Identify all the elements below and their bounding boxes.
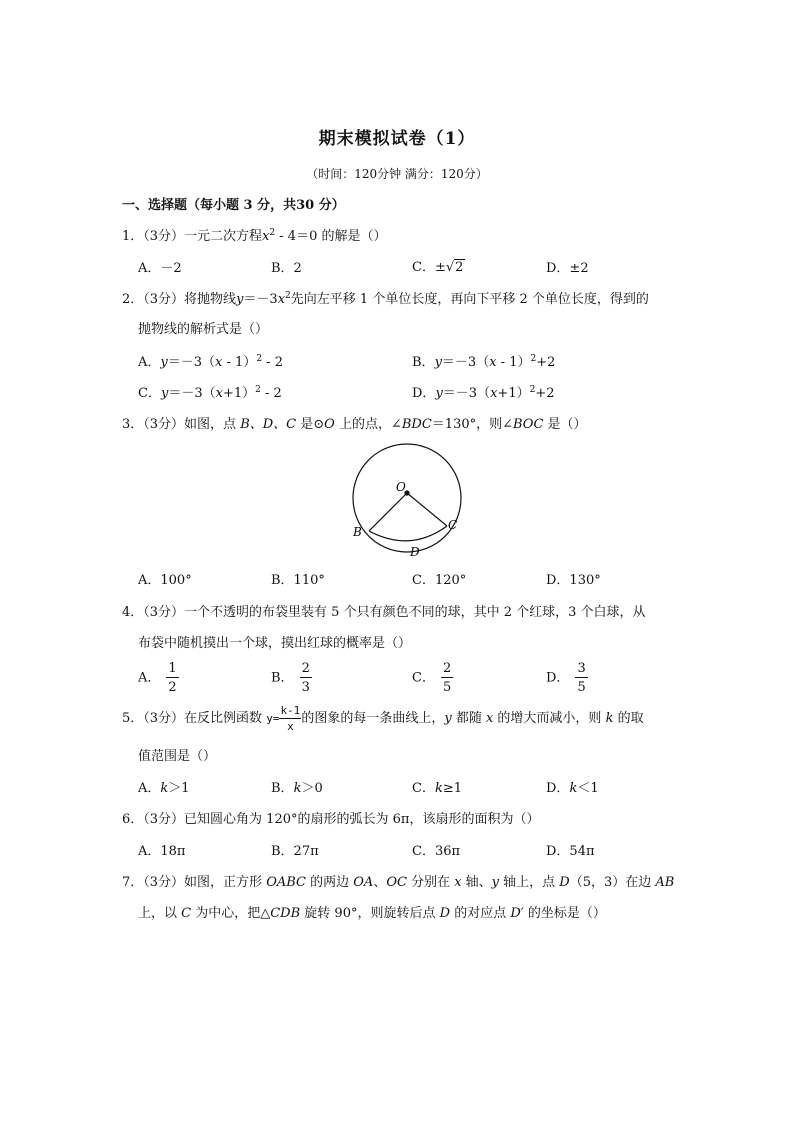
denominator: 5 <box>577 680 586 695</box>
option-label: B． <box>271 670 294 686</box>
option-d <box>412 387 555 400</box>
arc-bdc <box>369 526 447 541</box>
question-number: 6．（3分） <box>122 812 185 827</box>
q-text: 分别在 <box>406 875 455 890</box>
q-var: CDB <box>270 906 301 921</box>
denominator: x <box>287 720 294 733</box>
option-a <box>138 662 179 694</box>
q-var: D′ <box>510 906 524 921</box>
exam-subtitle: （时间：120分钟 满分：120分） <box>306 167 488 181</box>
q-text: 的坐标是（） <box>523 906 606 921</box>
label-c: C <box>448 518 458 532</box>
q-var: D <box>439 906 451 921</box>
q-var: y <box>160 355 168 370</box>
q-text: 如图，点 <box>184 417 241 432</box>
option-c: C．36π <box>412 844 461 859</box>
q-text: 轴、 <box>461 875 492 890</box>
q-text: 的两边 <box>305 875 354 890</box>
option-a: A．18π <box>138 844 186 859</box>
q-exp: 2 <box>256 354 263 364</box>
function-fraction <box>279 705 301 732</box>
q-var: k <box>605 711 614 726</box>
numerator: 3 <box>577 661 586 676</box>
question-number: 5．（3分） <box>122 711 185 726</box>
q-var: x <box>489 355 497 370</box>
question-4-stem-line2: 布袋中随机摸出一个球，摸出红球的概率是（） <box>138 636 412 651</box>
q-text: ＝－3 <box>243 292 278 307</box>
q-var: B、D、C <box>240 417 297 432</box>
q-text: 的取 <box>613 711 644 726</box>
q-var: C <box>181 906 192 921</box>
numerator: 2 <box>442 661 452 676</box>
option-label: B． <box>412 355 435 370</box>
q-exp: 2 <box>269 228 276 238</box>
q-text: 是（） <box>543 417 587 432</box>
q-text: +1） <box>497 386 530 401</box>
q-text: 上，以 <box>138 906 182 921</box>
q-var: x <box>490 386 498 401</box>
q-text: 先向左平移 1 个单位长度，再向下平移 2 个单位长度，得到的 <box>290 292 649 307</box>
q-text: +1） <box>222 386 256 401</box>
q-text: - 2 <box>262 355 283 370</box>
q-var: OABC <box>266 875 306 890</box>
question-3-stem <box>122 418 587 431</box>
q-exp: 2 <box>255 385 261 395</box>
option-c: C．120° <box>412 573 467 588</box>
q-var: OA <box>353 875 374 890</box>
q-text: 的对应点 <box>450 906 511 921</box>
q-text: +2 <box>535 386 555 401</box>
function-lhs: y= <box>266 712 280 725</box>
question-2-stem <box>122 293 649 306</box>
page-title: 期末模拟试卷（1） <box>318 129 476 149</box>
option-label: A． <box>138 670 161 686</box>
option-d <box>546 662 588 694</box>
q-text: 上的点，∠ <box>334 417 402 432</box>
question-7-stem <box>122 876 674 889</box>
option-value: ＞1 <box>168 781 190 796</box>
q-var: y <box>434 355 442 370</box>
q-text: 将抛物线 <box>184 292 237 307</box>
q-var: x <box>262 229 270 244</box>
q-var: k <box>160 781 169 796</box>
q-var: y <box>160 386 169 401</box>
label-o: O <box>396 480 406 494</box>
option-c <box>138 387 282 400</box>
q-text: 的图象的每一条曲线上， <box>301 711 445 726</box>
circle-diagram <box>340 440 470 565</box>
option-a: A．100° <box>138 573 192 588</box>
q-text: 已知圆心角为 120°的扇形的弧长为 6π，该扇形的面积为（） <box>184 812 540 827</box>
fraction <box>441 662 453 694</box>
q-var: x <box>485 711 494 726</box>
q-var: y <box>236 292 244 307</box>
fraction <box>166 662 178 694</box>
option-b: B．110° <box>271 573 325 588</box>
q-var: x <box>454 875 462 890</box>
q-text: ＝130°，则∠ <box>431 417 514 432</box>
numerator: 1 <box>168 661 177 676</box>
question-2-stem-line2: 抛物线的解析式是（） <box>138 322 269 337</box>
q-var: BOC <box>513 417 544 432</box>
option-value: ≥1 <box>442 781 463 796</box>
q-var: k <box>434 781 443 796</box>
q-text: 轴上，点 <box>499 875 560 890</box>
fraction <box>300 662 312 694</box>
q-exp: 2 <box>285 291 291 301</box>
option-b: B．k＞0 <box>271 781 323 796</box>
question-number: 3．（3分） <box>122 417 185 432</box>
q-text: ＝－3（ <box>167 355 216 370</box>
question-number: 7．（3分） <box>122 875 185 890</box>
radicand: 2 <box>455 260 464 275</box>
option-b <box>271 662 312 694</box>
q-var: O <box>324 417 335 432</box>
q-text: ＝－3（ <box>442 386 491 401</box>
q-var: D <box>559 875 570 890</box>
option-label: A． <box>138 355 161 370</box>
option-label: C． <box>412 670 435 686</box>
q-text: 为中心，把△ <box>191 906 271 921</box>
option-label: D． <box>546 670 570 686</box>
q-text: ＝－3（ <box>441 355 490 370</box>
q-text: （5，3）在边 <box>569 875 656 890</box>
section-heading: 一、选择题（每小题 3 分，共30 分） <box>122 198 345 213</box>
label-d: D <box>410 545 420 559</box>
question-5-stem-line2: 值范围是（） <box>138 749 217 764</box>
option-b <box>412 356 555 369</box>
q-text: 的增大而减小，则 <box>493 711 606 726</box>
question-6-stem <box>122 813 539 826</box>
question-1-stem <box>122 230 386 243</box>
q-text: - 1） <box>222 355 257 370</box>
q-var: x <box>215 386 223 401</box>
question-number: 4．（3分） <box>122 605 185 620</box>
q-text: +2 <box>536 355 556 370</box>
option-label: D． <box>412 386 436 401</box>
option-a: A．－2 <box>138 261 182 276</box>
denominator: 3 <box>301 680 310 695</box>
question-number: 2．（3分） <box>122 292 185 307</box>
q-var: x <box>215 355 223 370</box>
question-5-stem <box>122 705 644 732</box>
option-a <box>138 356 283 369</box>
q-text: - 4＝0 的解是（） <box>275 229 387 244</box>
q-var: BDC <box>401 417 432 432</box>
option-d: D．±2 <box>546 261 589 276</box>
question-number: 1．（3分） <box>122 229 185 244</box>
option-c <box>412 259 465 274</box>
denominator: 5 <box>442 680 452 695</box>
numerator: k-1 <box>280 704 301 717</box>
option-c-label: C．± <box>412 260 446 275</box>
segment-oc <box>407 493 447 526</box>
sqrt-sign: √2 <box>445 260 464 275</box>
q-text: - 1） <box>496 355 531 370</box>
q-exp: 2 <box>529 385 536 395</box>
q-var: y <box>444 711 452 726</box>
option-d: D．130° <box>546 573 601 588</box>
q-text: 在反比例函数 <box>184 711 267 726</box>
q-var: y <box>491 875 500 890</box>
option-c: C．k≥1 <box>412 781 463 796</box>
q-text: 都随 <box>451 711 486 726</box>
option-b: B．2 <box>271 261 302 276</box>
question-7-stem-line2 <box>138 907 606 920</box>
option-b: B．27π <box>271 844 319 859</box>
q-exp: 2 <box>530 354 537 364</box>
denominator: 2 <box>168 680 177 695</box>
q-var: k <box>293 781 302 796</box>
option-c <box>412 662 453 694</box>
circle-o <box>353 444 461 552</box>
q-var: y <box>435 386 443 401</box>
q-text: 旋转 90°，则旋转后点 <box>300 906 440 921</box>
option-label: C． <box>138 386 161 401</box>
q-var: x <box>277 292 286 307</box>
option-value: ＜1 <box>577 781 599 796</box>
q-text: 如图，正方形 <box>184 875 267 890</box>
q-var: k <box>569 781 578 796</box>
q-text: ＝－3（ <box>168 386 216 401</box>
q-var: OC <box>386 875 407 890</box>
q-var: AB <box>655 875 675 890</box>
q-text: 一个不透明的布袋里装有 5 个只有颜色不同的球，其中 2 个红球，3 个白球，从 <box>184 605 646 620</box>
option-d: D．54π <box>546 844 595 859</box>
label-b: B <box>353 525 362 539</box>
q-text: - 2 <box>260 386 282 401</box>
option-d: D．k＜1 <box>546 781 599 796</box>
option-value: ＞0 <box>301 781 323 796</box>
option-a: A．k＞1 <box>138 781 190 796</box>
q-text: 、 <box>373 875 387 890</box>
question-4-stem <box>122 606 646 619</box>
segment-ob <box>369 493 407 531</box>
numerator: 2 <box>301 661 310 676</box>
fraction <box>575 662 587 694</box>
q-text: 一元二次方程 <box>184 229 263 244</box>
q-text: 是⊙ <box>296 417 325 432</box>
